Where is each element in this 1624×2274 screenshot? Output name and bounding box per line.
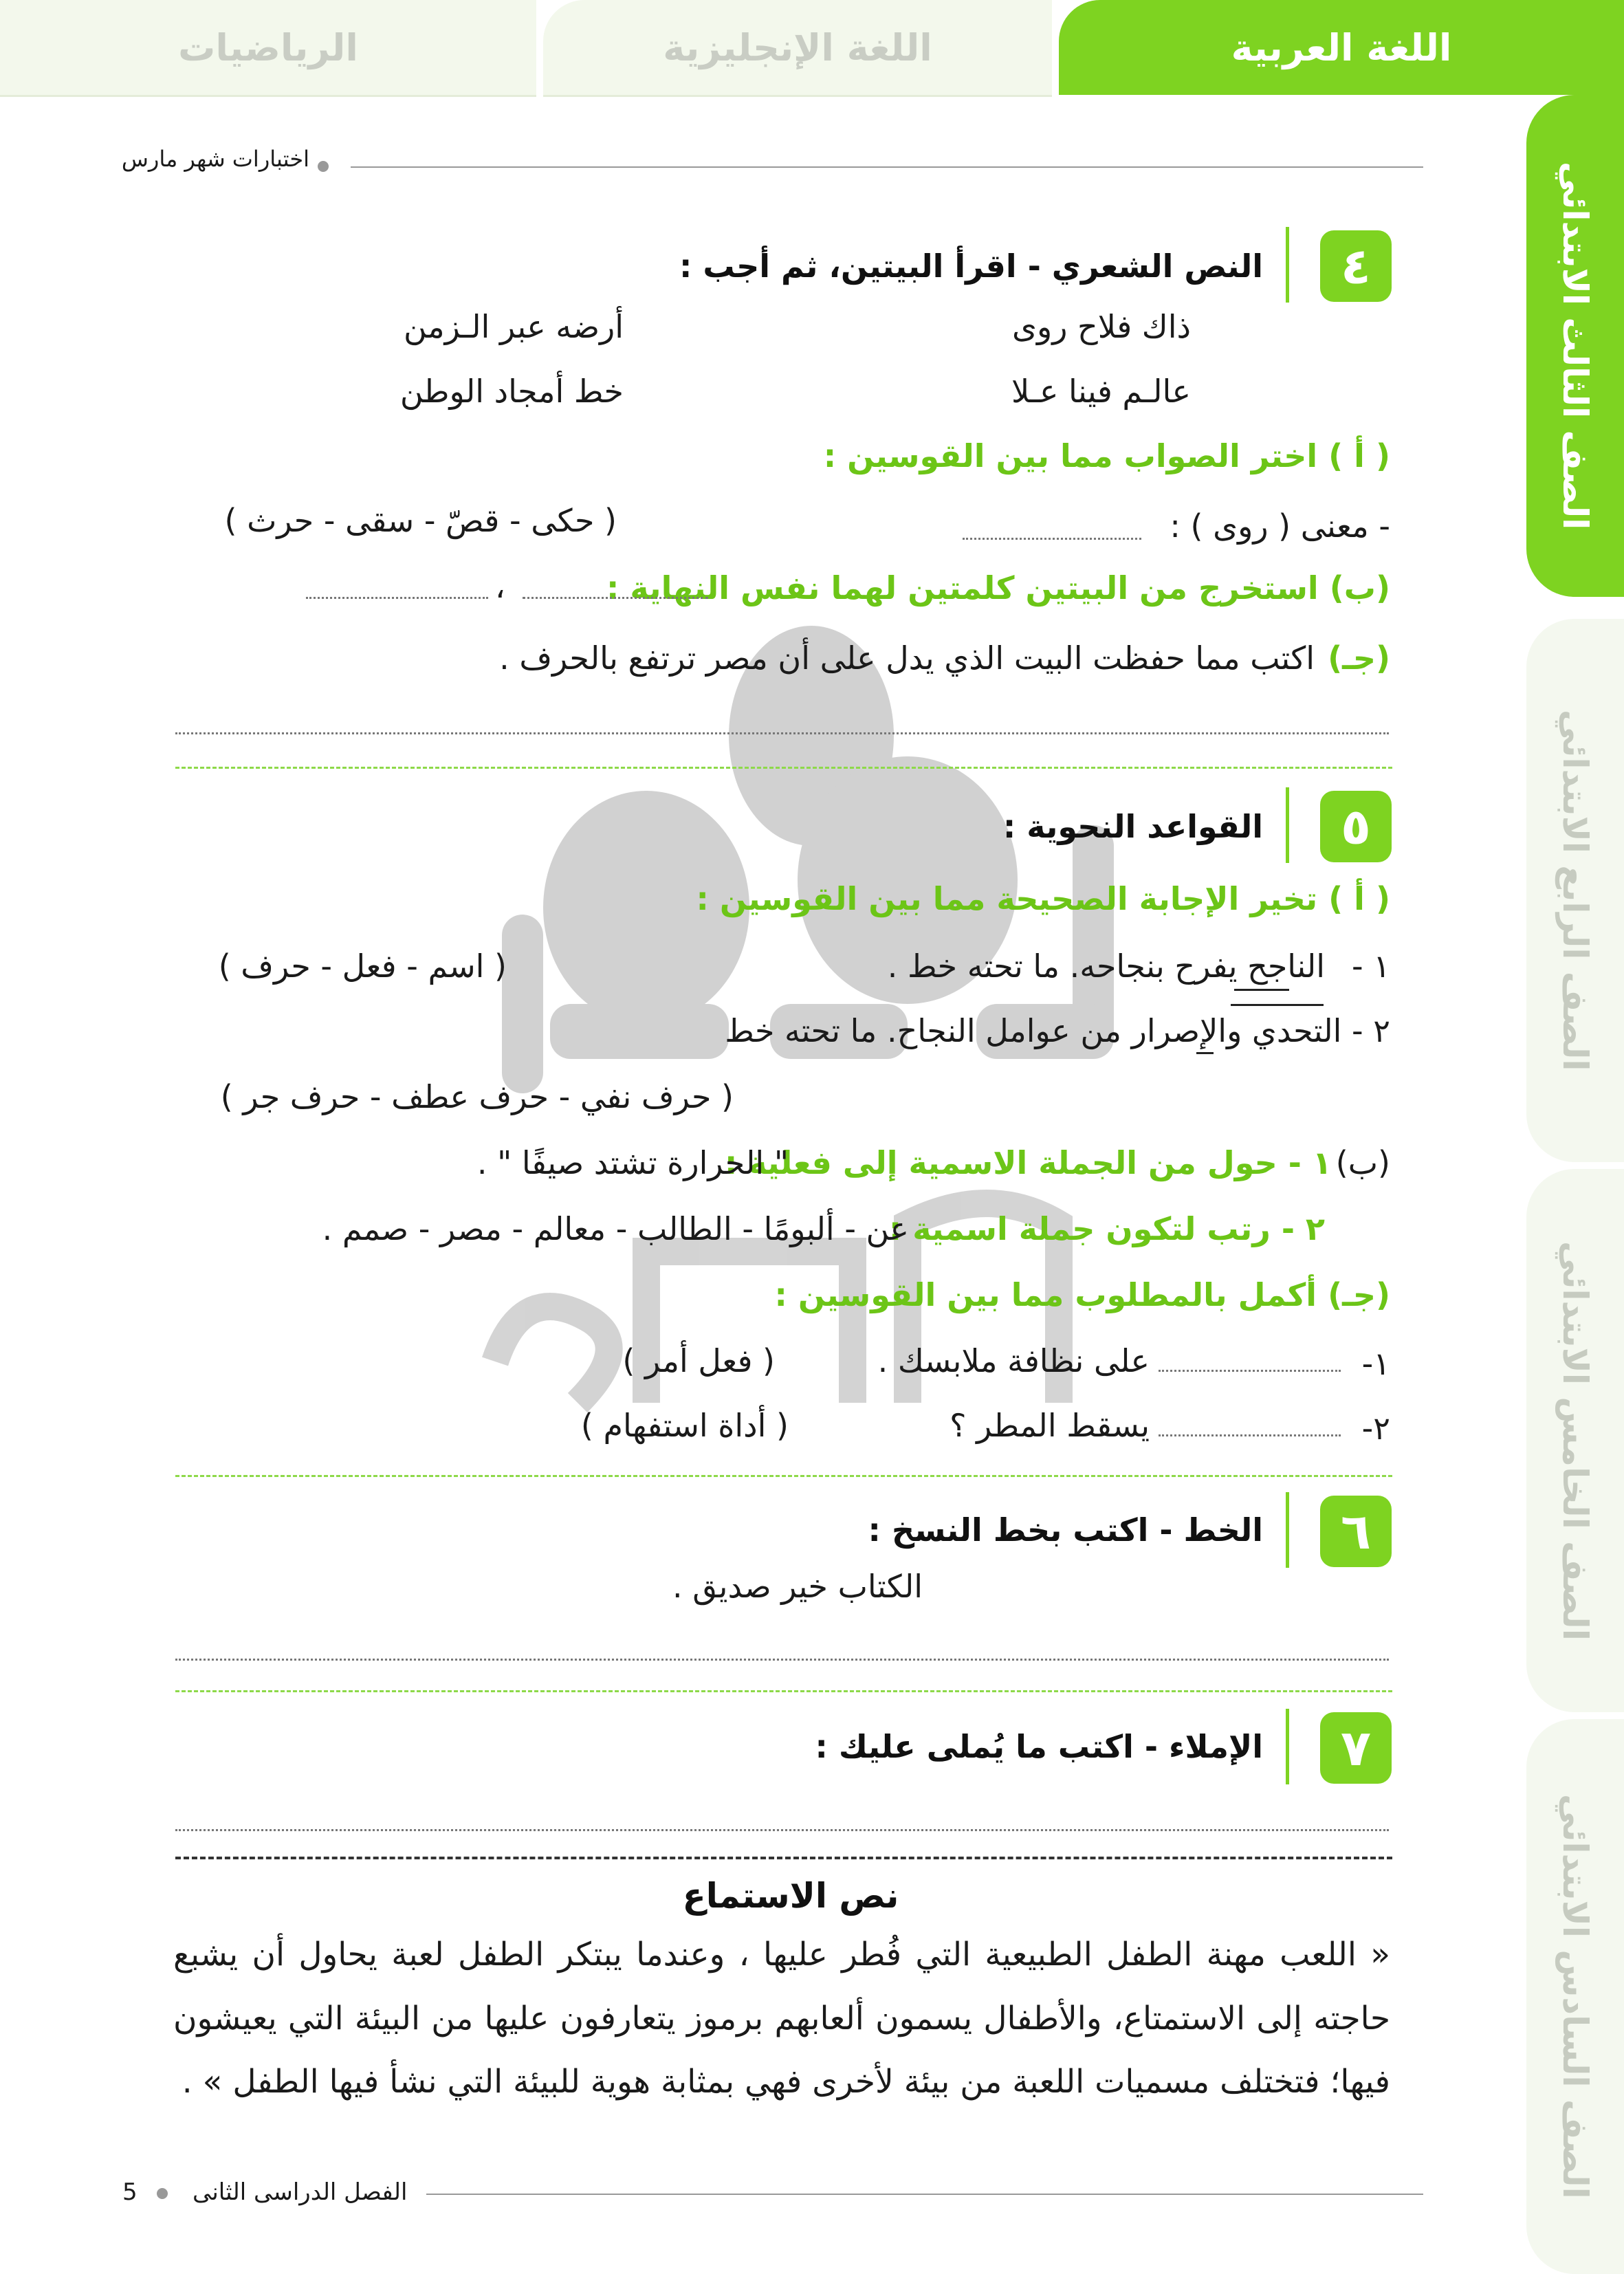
verse-2-right: عالـم فينا عـلا bbox=[1011, 373, 1191, 410]
question-5c2-number: ٢- bbox=[1361, 1410, 1390, 1447]
question-5a1-number: ١ - bbox=[1352, 948, 1390, 985]
side-tab-grade4-label: الصف الرابع الابتدائي bbox=[1555, 710, 1595, 1071]
question-5b2-text: عن - ألبومًا - الطالب - معالم - مصر - صمم . bbox=[322, 1210, 909, 1247]
verse-2-left: خط أمجاد الوطن bbox=[399, 373, 624, 410]
side-tab-grade5[interactable] bbox=[1526, 1169, 1624, 1712]
question-5c2-answer-line[interactable] bbox=[1159, 1434, 1341, 1436]
footer-rule bbox=[426, 2194, 1423, 2195]
question-5a2-text: ٢ - التحدي والإصرار من عوامل النجاح. ما تحته خط bbox=[725, 1012, 1390, 1049]
listening-line-2: حاجته إلى الاستمتاع، والأطفال يسمون ألعابهم برموز يتعارفون عليها من البيئة التي يعيشون bbox=[173, 2000, 1390, 2037]
tab-english[interactable]: اللغة الإنجليزية bbox=[543, 0, 1052, 97]
question-5c1-text: على نظافة ملابسك . bbox=[877, 1342, 1150, 1379]
question-5-bar bbox=[1286, 787, 1289, 863]
section-divider-2 bbox=[175, 1475, 1392, 1477]
question-6-sentence: الكتاب خير صديق . bbox=[672, 1568, 923, 1605]
page-number: 5 bbox=[122, 2178, 138, 2206]
section-divider-3 bbox=[175, 1690, 1392, 1692]
footer-bullet bbox=[157, 2188, 168, 2199]
question-6-bar bbox=[1286, 1492, 1289, 1568]
question-7-answer-line[interactable] bbox=[175, 1829, 1389, 1831]
question-4a-title: ( أ ) اختر الصواب مما بين القوسين : bbox=[823, 437, 1390, 474]
listening-title: نص الاستماع bbox=[682, 1876, 899, 1916]
question-5b2-prompt: ٢ - رتب لتكون جملة اسمية : bbox=[888, 1210, 1325, 1247]
question-5a-title: ( أ ) تخير الإجابة الصحيحة مما بين القوسين : bbox=[696, 880, 1390, 917]
question-4a-prompt: - معنى ( روى ) : bbox=[1170, 507, 1390, 545]
listening-divider bbox=[175, 1857, 1392, 1859]
header-bullet bbox=[318, 161, 329, 172]
question-4-title: النص الشعري - اقرأ البيتين، ثم أجب : bbox=[679, 248, 1263, 285]
side-tab-grade6-label: الصف السادس الابتدائي bbox=[1555, 1794, 1595, 2199]
question-5c-title: (جـ) أكمل بالمطلوب مما بين القوسين : bbox=[774, 1276, 1390, 1313]
question-5-title: القواعد النحوية : bbox=[1002, 808, 1263, 845]
tab-arabic[interactable]: اللغة العربية bbox=[1059, 0, 1624, 95]
question-4c-answer-line[interactable] bbox=[175, 732, 1389, 734]
question-5-number: ٥ bbox=[1320, 791, 1392, 862]
question-5c1-option: ( فعل أمر ) bbox=[622, 1342, 775, 1379]
side-tab-grade3-label: الصف الثالث الابتدائي bbox=[1555, 162, 1595, 530]
side-tab-grade5-label: الصف الخامس الابتدائي bbox=[1555, 1240, 1595, 1641]
question-4-bar bbox=[1286, 227, 1289, 303]
question-4c-text: اكتب مما حفظت البيت الذي يدل على أن مصر ترتفع بالحرف . bbox=[499, 639, 1315, 677]
question-5a1-underline bbox=[1234, 989, 1289, 991]
footer-term: الفصل الدراسى الثانى bbox=[193, 2178, 408, 2206]
question-7-title: الإملاء - اكتب ما يُملى عليك : bbox=[815, 1728, 1263, 1765]
question-7-bar bbox=[1286, 1709, 1289, 1784]
question-5b1-prompt: ١ - حول من الجملة الاسمية إلى فعلية : bbox=[724, 1144, 1332, 1181]
verse-1-left: أرضه عبر الـزمن bbox=[404, 308, 624, 345]
question-4b-answer-line-1[interactable] bbox=[523, 597, 708, 599]
question-4b-title: (ب) استخرج من البيتين كلمتين لهما نفس النهاية : bbox=[606, 569, 1390, 606]
question-5a2-overline bbox=[1231, 1004, 1324, 1006]
tab-math[interactable]: الرياضيات bbox=[0, 0, 536, 97]
question-4b-comma: ، bbox=[495, 568, 505, 605]
question-5c1-number: ١- bbox=[1361, 1345, 1390, 1382]
question-5c1-answer-line[interactable] bbox=[1159, 1370, 1341, 1372]
question-4a-options: ( حكى - قصّ - سقى - حرث ) bbox=[224, 502, 617, 539]
question-5b-label: (ب) bbox=[1335, 1144, 1390, 1181]
question-6-number: ٦ bbox=[1320, 1496, 1392, 1567]
question-4b-answer-line-2[interactable] bbox=[306, 597, 488, 599]
question-4c-label: (جـ) bbox=[1328, 639, 1390, 677]
question-6-title: الخط - اكتب بخط النسخ : bbox=[868, 1511, 1263, 1549]
side-tab-grade6[interactable] bbox=[1526, 1719, 1624, 2274]
section-divider-1 bbox=[175, 767, 1392, 769]
header-rule bbox=[351, 166, 1423, 168]
question-5b1-text: " الحرارة تشتد صيفًا " . bbox=[476, 1144, 789, 1181]
header-label: اختبارات شهر مارس bbox=[121, 146, 309, 172]
side-tab-grade3[interactable] bbox=[1526, 95, 1624, 597]
question-5c2-text: يسقط المطر ؟ bbox=[950, 1407, 1150, 1444]
question-4-number: ٤ bbox=[1320, 230, 1392, 302]
question-7-number: ٧ bbox=[1320, 1712, 1392, 1784]
side-tab-grade4[interactable] bbox=[1526, 619, 1624, 1162]
question-6-answer-line[interactable] bbox=[175, 1659, 1389, 1661]
question-5a2-options: ( حرف نفي - حرف عطف - حرف جر ) bbox=[220, 1078, 734, 1115]
question-5a2-underline bbox=[1196, 1052, 1214, 1054]
question-5a1-options: ( اسم - فعل - حرف ) bbox=[218, 948, 507, 985]
listening-line-1: « اللعب مهنة الطفل الطبيعية التي فُطر عليها ، وعندما يبتكر الطفل لعبة يحاول أن يشبع bbox=[173, 1936, 1390, 1974]
question-4a-answer-line[interactable] bbox=[963, 538, 1141, 540]
verse-1-right: ذاك فلاح روى bbox=[1012, 308, 1191, 345]
question-5a1-text: الناجح يفرح بنجاحه. ما تحته خط . bbox=[887, 948, 1325, 985]
listening-line-3: فيها؛ فتختلف مسميات اللعبة من بيئة لأخرى فهي بمثابة هوية للبيئة التي نشأ فيها الطفل » . bbox=[182, 2063, 1390, 2101]
question-5c2-option: ( أداة استفهام ) bbox=[580, 1407, 789, 1444]
